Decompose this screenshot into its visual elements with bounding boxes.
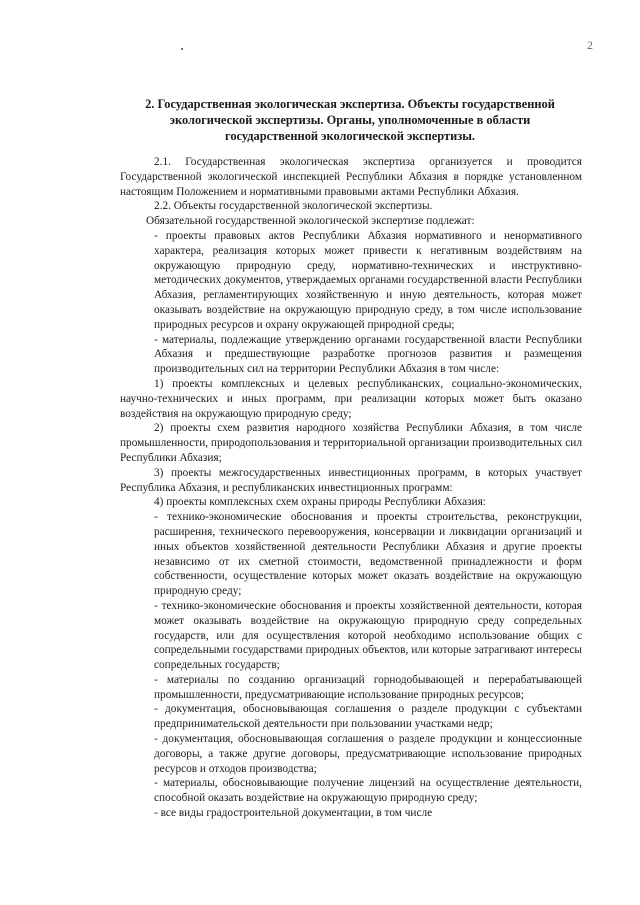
scan-speck <box>181 48 183 50</box>
section-heading: 2. Государственная экологическая экспертиза. Объекты государственной экологической экспертизы. Органы, уполномоченные в области государственной экологической экспертизы. <box>145 97 555 143</box>
page-number: 2 <box>587 38 593 52</box>
list-item-licenses: - материалы, обосновывающие получение лицензий на осуществление деятельности, способной оказать воздействие на окружающую природную среду; <box>154 777 582 805</box>
list-item-materials: - материалы, подлежащие утверждению органами государственной власти Республики Абхазия и предшествующие разработке прогнозов развития и размещения производительных сил на территории Республики Абхазия в том числе: <box>154 333 582 376</box>
list-item-transboundary: - технико-экономические обоснования и проекты хозяйственной деятельности, которая может оказывать воздействие на окружающую природную среду сопредельных государств, или для осуществления которой необходимо использование общих с сопредельными государствами природных объектов, или которые затрагивают интересы сопредельных государств; <box>154 599 582 672</box>
paragraph-obligatory: Обязательной государственной экологической экспертизе подлежат: <box>146 215 475 228</box>
list-item-mining: - материалы по созданию организаций горнодобывающей и перерабатывающей промышленности, предусматривающие использование природных ресурсов; <box>154 673 582 701</box>
paragraph-2-1: 2.1. Государственная экологическая экспертиза организуется и проводится Государственной экологической инспекцией Республики Абхазия в порядке установленном настоящим Положением и нормативными правовыми актами Республики Абхазия. <box>120 156 582 198</box>
list-item-psa-concession: - документация, обосновывающая соглашения о разделе продукции и концессионные договоры, а также другие договоры, предусматривающие использование природных ресурсов и отходов производства; <box>154 733 582 775</box>
numbered-item-3: 3) проекты межгосударственных инвестиционных программ, в которых участвует Республика Абхазия, и республиканских инвестиционных программ: <box>120 466 582 494</box>
numbered-item-1: 1) проекты комплексных и целевых республиканских, социально-экономических, научно-технических и иных программ, при реализации которых может быть оказано воздействия на окружающую природную среду; <box>120 377 582 420</box>
paragraph-2-2: 2.2. Объекты государственной экологической экспертизы. <box>154 200 433 213</box>
list-item-urban-planning: - все виды градостроительной документации, в том числе <box>154 807 433 820</box>
document-body <box>120 155 582 821</box>
list-item-feasibility: - технико-экономические обоснования и проекты строительства, реконструкции, расширения, технического перевооружения, консервации и ликвидации организаций и иных объектов хозяйственной деятельности Республики Абхазия и другие проекты независимо от их сметной стоимости, ведомственной принадлежности и форм собственности, осуществление которых может оказать воздействие на окружающую природную среду; <box>154 511 582 598</box>
list-item-legal-acts: - проекты правовых актов Республики Абхазия нормативного и ненормативного характера, реализация которых может привести к негативным воздействиям на окружающую природную среду, нормативно-технических и инструктивно-методических документов, утверждаемых органами государственной власти Республики Абхазия, регламентирующих хозяйственную и иную деятельность, которая может оказывать воздействие на окружающую природную среду, в том числе использование природных ресурсов и охрану окружающей природной среды; <box>154 229 582 331</box>
numbered-item-2: 2) проекты схем развития народного хозяйства Республики Абхазия, в том числе промышленности, природопользования и территориальной организации производительных сил Республики Абхазия; <box>120 422 582 464</box>
list-item-psa-subsoil: - документация, обосновывающая соглашения о разделе продукции с субъектами предпринимательской деятельности при пользовании участками недр; <box>154 703 582 731</box>
numbered-item-4: 4) проекты комплексных схем охраны природы Республики Абхазия: <box>154 496 486 509</box>
